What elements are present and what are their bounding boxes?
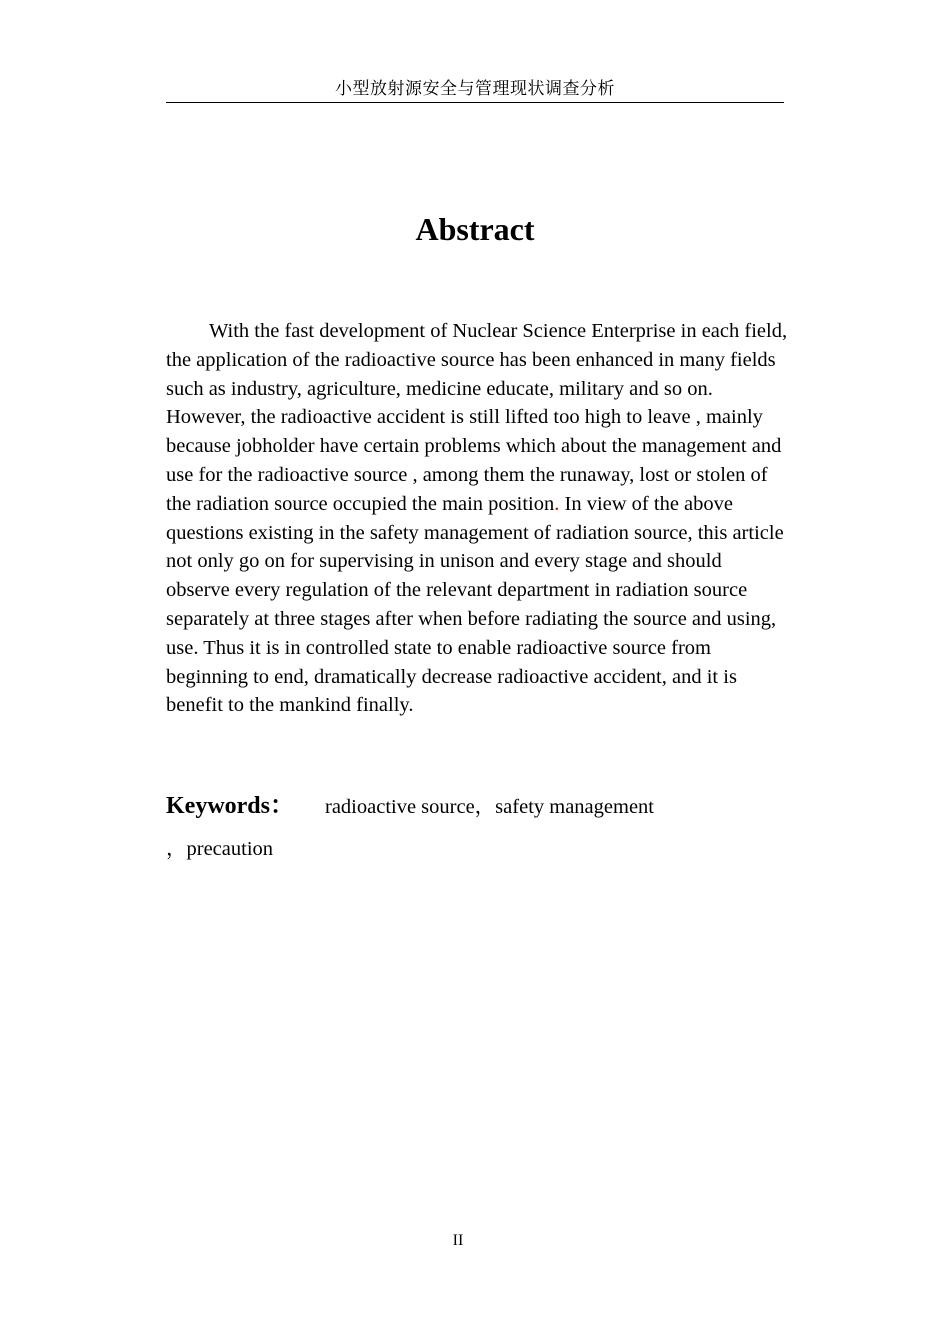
running-header-title: 小型放射源安全与管理现状调查分析 [335, 79, 615, 99]
abstract-heading: Abstract [415, 211, 535, 247]
abstract-period-marker: . [554, 492, 560, 515]
keywords-list-line2: ，precaution [166, 838, 274, 860]
page-number: II [452, 1232, 464, 1249]
keywords-label: Keywords： [166, 793, 294, 819]
abstract-text-part2: In view of the above questions existing in the safety management of radiation source, this article not only go on for supervising in unison and every stage and should observe every regulation of the relevant department in radiation source separately at three stages after when before radiating the source and using, use. Thus it is in controlled state to enable radioactive source from beginning to end, dramatically decrease radioactive accident, and it is benefit to the mankind finally. [166, 492, 784, 717]
running-header [166, 78, 784, 103]
abstract-paragraph [166, 317, 788, 720]
keywords-list-line1: radioactive source，safety management [325, 796, 654, 818]
abstract-text-part1: With the fast development of Nuclear Science Enterprise in each field, the application of the radioactive source has been enhanced in many fields such as industry, agriculture, medicine educate, military and so on. However, the radioactive accident is still lifted too high to leave , mainly because jobholder have certain problems which about the management and use for the radioactive source , among them the runaway, lost or stolen of the radiation source occupied the main position [166, 320, 788, 515]
